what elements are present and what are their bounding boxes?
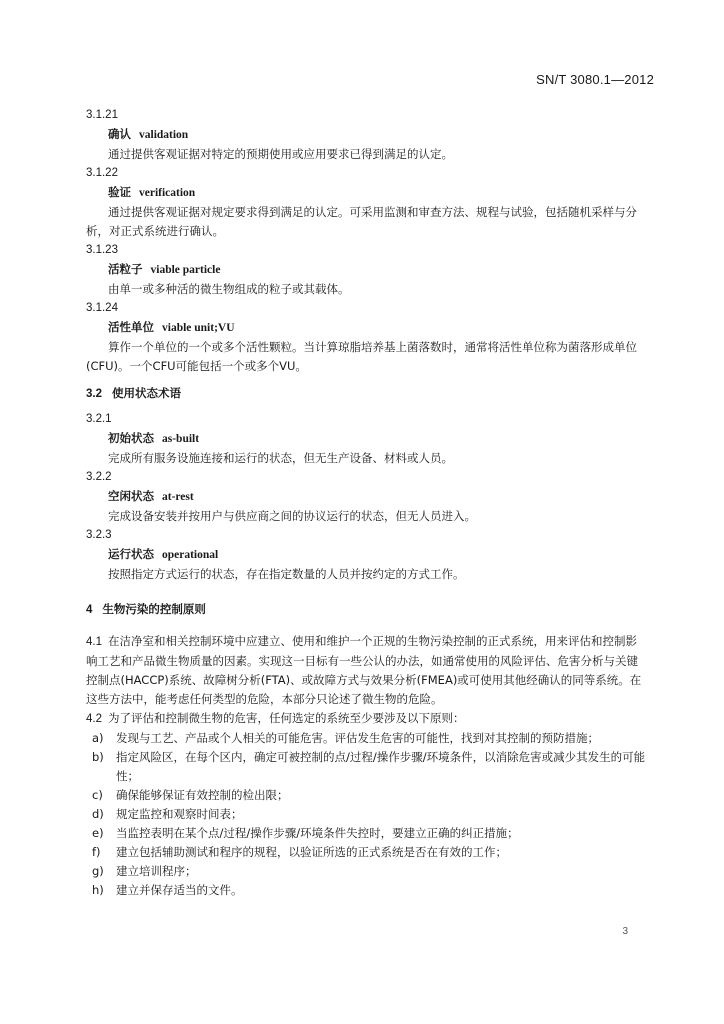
paragraph-4-1 [86,632,646,709]
term-definition: 由单一或多种活的微生物组成的粒子或其载体。 [108,282,350,296]
list-text: 发现与工艺、产品或个人相关的可能危害。评估发生危害的可能性，找到对其控制的预防措施； [116,731,599,745]
term-cn: 验证 [108,185,131,199]
term-cn: 空闲状态 [108,489,154,503]
list-label: g) [92,864,104,878]
list-label: c) [92,788,103,802]
term-definition: 完成所有服务设施连接和运行的状态，但无生产设备、材料或人员。 [108,451,453,465]
paragraph-4-2 [86,709,646,729]
section-heading-4 [86,600,646,620]
term-entry [86,410,646,468]
term-cn: 活粒子 [108,262,143,276]
section-number: 3.2 [86,388,102,400]
term-name [86,125,646,145]
paragraph-text: 在洁净室和相关控制环境中应建立、使用和维护一个正规的生物污染控制的正式系统，用来评估和控制影响工艺和产品微生物质量的因素。实现这一目标有一些公认的办法，如通常使用的风险评估、危害分析与关键控制点(HACCP)系统、故障树分析(FTA)、或故障方式与效果分析(FMEA)或可使用其他经确认的同等系统。在这些方法中，能考虑任何类型的危险，本部分只论述了微生物的危险。 [86,634,642,706]
term-number: 3.1.23 [86,244,118,256]
list-item [86,805,646,824]
term-name [86,487,646,507]
section-heading-3-2 [86,384,646,404]
section-title: 生物污染的控制原则 [102,602,206,616]
list-text: 规定监控和观察时间表； [116,807,243,821]
list-text: 建立并保存适当的文件。 [116,883,243,897]
paragraph-number: 4.2 [86,713,102,725]
paragraph-text: 为了评估和控制微生物的危害，任何选定的系统至少要涉及以下原则： [108,711,465,725]
section-number: 4 [86,604,93,616]
term-cn: 活性单位 [108,320,154,334]
list-label: d) [92,807,104,821]
term-en: operational [162,549,219,561]
term-en: as-built [162,433,200,445]
paragraph-number: 4.1 [86,636,102,648]
list-text: 指定风险区，在每个区内，确定可被控制的点/过程/操作步骤/环境条件，以消除危害或减少其发生的可能性； [116,750,646,783]
term-cn: 运行状态 [108,547,154,561]
term-cn: 初始状态 [108,431,154,445]
term-en: verification [139,187,196,199]
term-entry [86,468,646,526]
list-label: a) [92,731,104,745]
term-definition: 按照指定方式运行的状态，存在指定数量的人员并按约定的方式工作。 [108,567,465,581]
term-entry [86,299,646,376]
list-label: e) [92,826,104,840]
term-en: viable unit;VU [162,322,235,334]
term-name [86,183,646,203]
term-name [86,429,646,449]
list-text: 当监控表明在某个点/过程/操作步骤/环境条件失控时，要建立正确的纠正措施； [116,826,519,840]
term-definition: 完成设备安装并按用户与供应商之间的协议运行的状态，但无人员进入。 [108,509,476,523]
list-text: 建立培训程序； [116,864,197,878]
document-id: SN/T 3080.1—2012 [536,72,654,87]
term-number: 3.1.24 [86,302,118,314]
term-cn: 确认 [108,127,131,141]
list-item [86,786,646,805]
list-item [86,862,646,881]
term-entry [86,164,646,241]
section-title: 使用状态术语 [112,386,181,400]
term-en: validation [139,129,189,141]
term-en: viable particle [150,264,221,276]
list-item [86,729,646,748]
term-definition: 通过提供客观证据对规定要求得到满足的认定。可采用监测和审查方法、规程与试验，包括随机采样与分析，对正式系统进行确认。 [86,205,637,238]
term-entry [86,106,646,164]
term-name [86,260,646,280]
list-text: 建立包括辅助测试和程序的规程，以验证所选的正式系统是否在有效的工作； [116,845,507,859]
term-number: 3.1.21 [86,109,118,121]
list-label: b) [92,750,104,764]
list-text: 确保能够保证有效控制的检出限； [116,788,289,802]
list-item [86,748,646,786]
list-label: h) [92,883,104,897]
list-item [86,843,646,862]
page-body [86,106,646,900]
page-number: 3 [622,926,628,937]
list-item [86,824,646,843]
term-en: at-rest [162,491,194,503]
term-name [86,545,646,565]
term-entry [86,241,646,299]
term-number: 3.2.3 [86,529,112,541]
list-label: f) [92,845,101,859]
term-definition: 算作一个单位的一个或多个活性颗粒。当计算琼脂培养基上菌落数时，通常将活性单位称为菌落形成单位(CFU)。一个CFU可能包括一个或多个VU。 [86,340,637,373]
list-item [86,881,646,900]
term-name [86,318,646,338]
term-number: 3.2.1 [86,413,112,425]
term-definition: 通过提供客观证据对特定的预期使用或应用要求已得到满足的认定。 [108,147,453,161]
term-number: 3.2.2 [86,471,112,483]
term-entry [86,526,646,584]
term-number: 3.1.22 [86,167,118,179]
